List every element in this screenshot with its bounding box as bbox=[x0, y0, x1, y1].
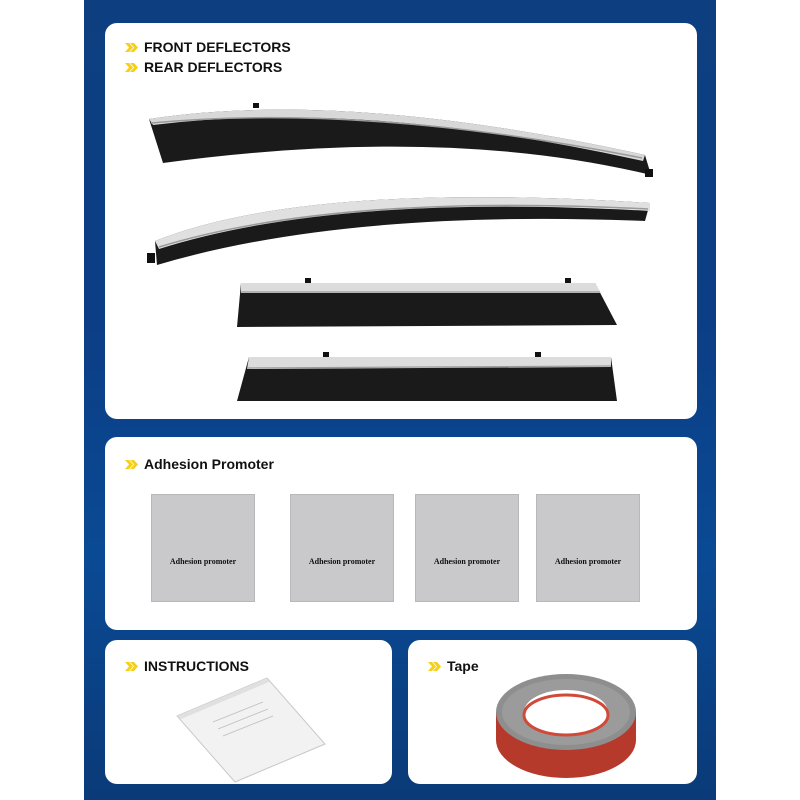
rear-deflectors-label bbox=[125, 59, 282, 75]
instructions-panel bbox=[105, 640, 392, 784]
rear-deflectors-text: REAR DEFLECTORS bbox=[144, 59, 283, 75]
adhesion-pad-1 bbox=[151, 494, 255, 602]
adhesion-panel bbox=[105, 437, 697, 630]
adhesion-pad-text: Adhesion promoter bbox=[433, 557, 501, 566]
instruction-sheet-image bbox=[173, 674, 333, 784]
tape-label-text: Tape bbox=[447, 658, 479, 674]
adhesion-label-text: Adhesion Promoter bbox=[144, 456, 274, 472]
tape-roll-image bbox=[492, 668, 642, 782]
instructions-label bbox=[125, 658, 249, 674]
instructions-label-text: INSTRUCTIONS bbox=[144, 658, 249, 674]
adhesion-pad-text: Adhesion promoter bbox=[554, 557, 622, 566]
adhesion-pad-4 bbox=[536, 494, 640, 602]
double-chevron-icon bbox=[125, 662, 138, 671]
adhesion-pad-3 bbox=[415, 494, 519, 602]
front-deflector-2 bbox=[145, 181, 655, 271]
adhesion-pad-2 bbox=[290, 494, 394, 602]
rear-deflector-1 bbox=[235, 275, 625, 333]
front-deflectors-text: FRONT DEFLECTORS bbox=[144, 39, 291, 55]
double-chevron-icon bbox=[125, 43, 138, 52]
adhesion-pad-text: Adhesion promoter bbox=[169, 557, 237, 566]
deflectors-panel bbox=[105, 23, 697, 419]
tape-label bbox=[428, 658, 479, 674]
tape-panel bbox=[408, 640, 697, 784]
front-deflectors-label bbox=[125, 39, 291, 55]
adhesion-label bbox=[125, 456, 274, 472]
double-chevron-icon bbox=[125, 460, 138, 469]
double-chevron-icon bbox=[125, 63, 138, 72]
front-deflector-1 bbox=[145, 95, 665, 185]
rear-deflector-2 bbox=[235, 349, 625, 407]
double-chevron-icon bbox=[428, 662, 441, 671]
adhesion-pad-text: Adhesion promoter bbox=[308, 557, 376, 566]
